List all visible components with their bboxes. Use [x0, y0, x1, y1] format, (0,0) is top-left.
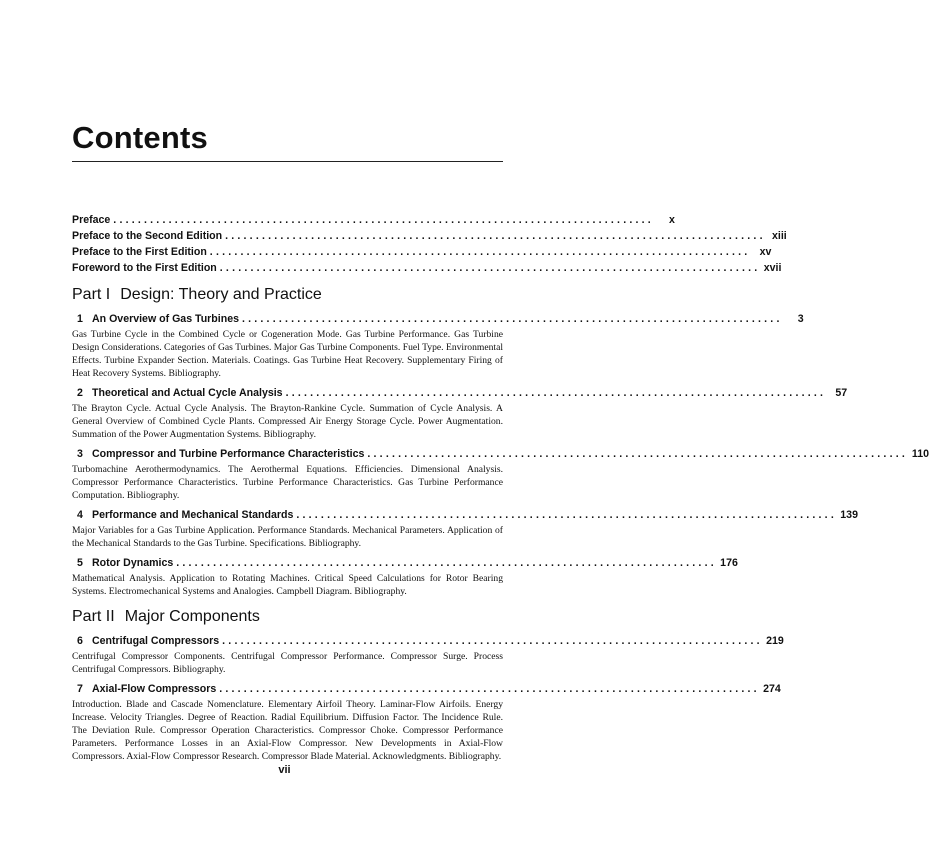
chapter-title: Compressor and Turbine Performance Characteristics	[92, 448, 365, 460]
chapter-page: 176	[720, 557, 738, 569]
title-rule	[72, 161, 503, 162]
chapter-description: Introduction. Blade and Cascade Nomenclature. Elementary Airfoil Theory. Laminar-Flow Airfoils. Energy Increase. Velocity Triangles. Degree of Reaction. Radial Equilibrium. Diffusion Factor. The Incidence Rule. The Deviation Rule. Compressor Operation Characteristics. Compressor Choke. Compressor Performance Parameters. Performance Losses in an Axial-Flow Compressor. New Developments in Axial-Flow Compressors. Axial-Flow Compressor Research. Compressor Blade Material. Acknowledgments. Bibliography.	[72, 699, 503, 762]
chapter-title: Performance and Mechanical Standards	[92, 509, 294, 521]
chapter-title: Rotor Dynamics	[92, 557, 174, 569]
part-heading	[72, 607, 503, 627]
toc-entry-foreword[interactable]	[72, 260, 782, 276]
leader-dots: ........................................................................................	[113, 214, 654, 226]
chapter-title: Centrifugal Compressors	[92, 635, 220, 647]
entry-label: Preface to the First Edition	[72, 246, 207, 258]
chapter-page: 219	[766, 635, 784, 647]
entry-page: x	[669, 214, 675, 226]
part-heading	[72, 285, 503, 305]
leader-dots: ........................................................................................	[209, 246, 751, 258]
entry-page: xiii	[771, 230, 787, 242]
chapter-page: 57	[835, 387, 848, 399]
toc-entry-preface-first[interactable]	[72, 244, 772, 260]
leader-dots: ........................................................................................	[219, 262, 761, 274]
chapter-description: Gas Turbine Cycle in the Combined Cycle or Cogeneration Mode. Gas Turbine Performance. Gas Turbine Design Considerations. Categories of Gas Turbines. Major Gas Turbine Components. Fuel Type. Environmental Effects. Turbine Expander Section. Materials. Coatings. Gas Turbine Heat Recovery. Supplementary Firing of Heat Recovery Systems. Bibliography.	[72, 329, 503, 379]
chapter-entry[interactable]	[72, 311, 804, 327]
toc-entry-preface-second[interactable]	[72, 228, 787, 244]
leader-dots: ........................................................................................	[367, 448, 908, 460]
chapter-entry[interactable]	[72, 633, 784, 649]
chapter-number: 1	[77, 313, 83, 325]
part-title: Major Components	[124, 608, 260, 625]
chapter-number: 4	[77, 509, 83, 521]
chapter-5	[72, 555, 738, 598]
entry-page: xv	[759, 246, 772, 258]
chapter-description: Mathematical Analysis. Application to Rotating Machines. Critical Speed Calculations for Rotor Bearing Systems. Electromechanical Systems and Analogies. Campbell Diagram. Bibliography.	[72, 573, 503, 597]
chapter-description: Major Variables for a Gas Turbine Application. Performance Standards. Mechanical Parameters. Application of the Mechanical Standards to the Gas Turbine. Specifications. Bibliography.	[72, 525, 503, 549]
entry-label: Preface to the Second Edition	[72, 230, 223, 242]
chapter-3	[72, 446, 929, 502]
leader-dots: ........................................................................................	[222, 635, 763, 647]
chapter-entry[interactable]	[72, 555, 738, 571]
chapter-number: 7	[77, 683, 83, 695]
chapter-page: 274	[763, 683, 781, 695]
chapter-entry[interactable]	[72, 507, 858, 523]
chapter-description: Turbomachine Aerothermodynamics. The Aerothermal Equations. Efficiencies. Dimensional Analysis. Compressor Performance Characteristics. Turbine Performance Characteristics. Gas Turbine Performance Computation. Bibliography.	[72, 464, 503, 501]
chapter-page: 110	[911, 448, 929, 460]
entry-page: xvii	[763, 262, 782, 274]
chapter-4	[72, 507, 858, 550]
chapter-page: 139	[840, 509, 858, 521]
chapter-entry[interactable]	[72, 681, 781, 697]
chapter-entry[interactable]	[72, 446, 929, 462]
chapter-6	[72, 633, 784, 676]
part-title: Design: Theory and Practice	[120, 286, 322, 303]
chapter-1	[72, 311, 804, 380]
entry-label: Preface	[72, 214, 111, 226]
table-of-contents	[72, 212, 929, 768]
page-title: Contents	[72, 120, 208, 155]
leader-dots: ........................................................................................	[285, 387, 827, 399]
part-label: Part II	[72, 608, 115, 625]
entry-label: Foreword to the First Edition	[72, 262, 217, 274]
front-matter-list	[72, 212, 787, 276]
chapter-page: 3	[797, 313, 804, 325]
part-label: Part I	[72, 286, 111, 303]
leader-dots: ........................................................................................	[241, 313, 783, 325]
chapter-title: Axial-Flow Compressors	[92, 683, 217, 695]
toc-entry-preface[interactable]	[72, 212, 675, 228]
leader-dots: ........................................................................................	[176, 557, 717, 569]
chapter-number: 2	[77, 387, 83, 399]
chapter-title: An Overview of Gas Turbines	[92, 313, 239, 325]
chapter-number: 5	[77, 557, 83, 569]
leader-dots: ........................................................................................	[219, 683, 760, 695]
leader-dots: ........................................................................................	[225, 230, 766, 242]
chapter-entry[interactable]	[72, 385, 848, 401]
leader-dots: ........................................................................................	[296, 509, 837, 521]
chapter-number: 3	[77, 448, 83, 460]
chapter-2	[72, 385, 848, 441]
page-number: vii	[278, 764, 291, 776]
chapter-title: Theoretical and Actual Cycle Analysis	[92, 387, 283, 399]
chapter-description: The Brayton Cycle. Actual Cycle Analysis. The Brayton-Rankine Cycle. Summation of Cycle Analysis. A General Overview of Combined Cycle Plants. Compressed Air Energy Storage Cycle. Power Augmentation. Summation of the Power Augmentation Systems. Bibliography.	[72, 403, 503, 440]
chapter-number: 6	[77, 635, 83, 647]
chapter-7	[72, 681, 781, 763]
chapter-description: Centrifugal Compressor Components. Centrifugal Compressor Performance. Compressor Surge. Process Centrifugal Compressors. Bibliography.	[72, 651, 503, 675]
